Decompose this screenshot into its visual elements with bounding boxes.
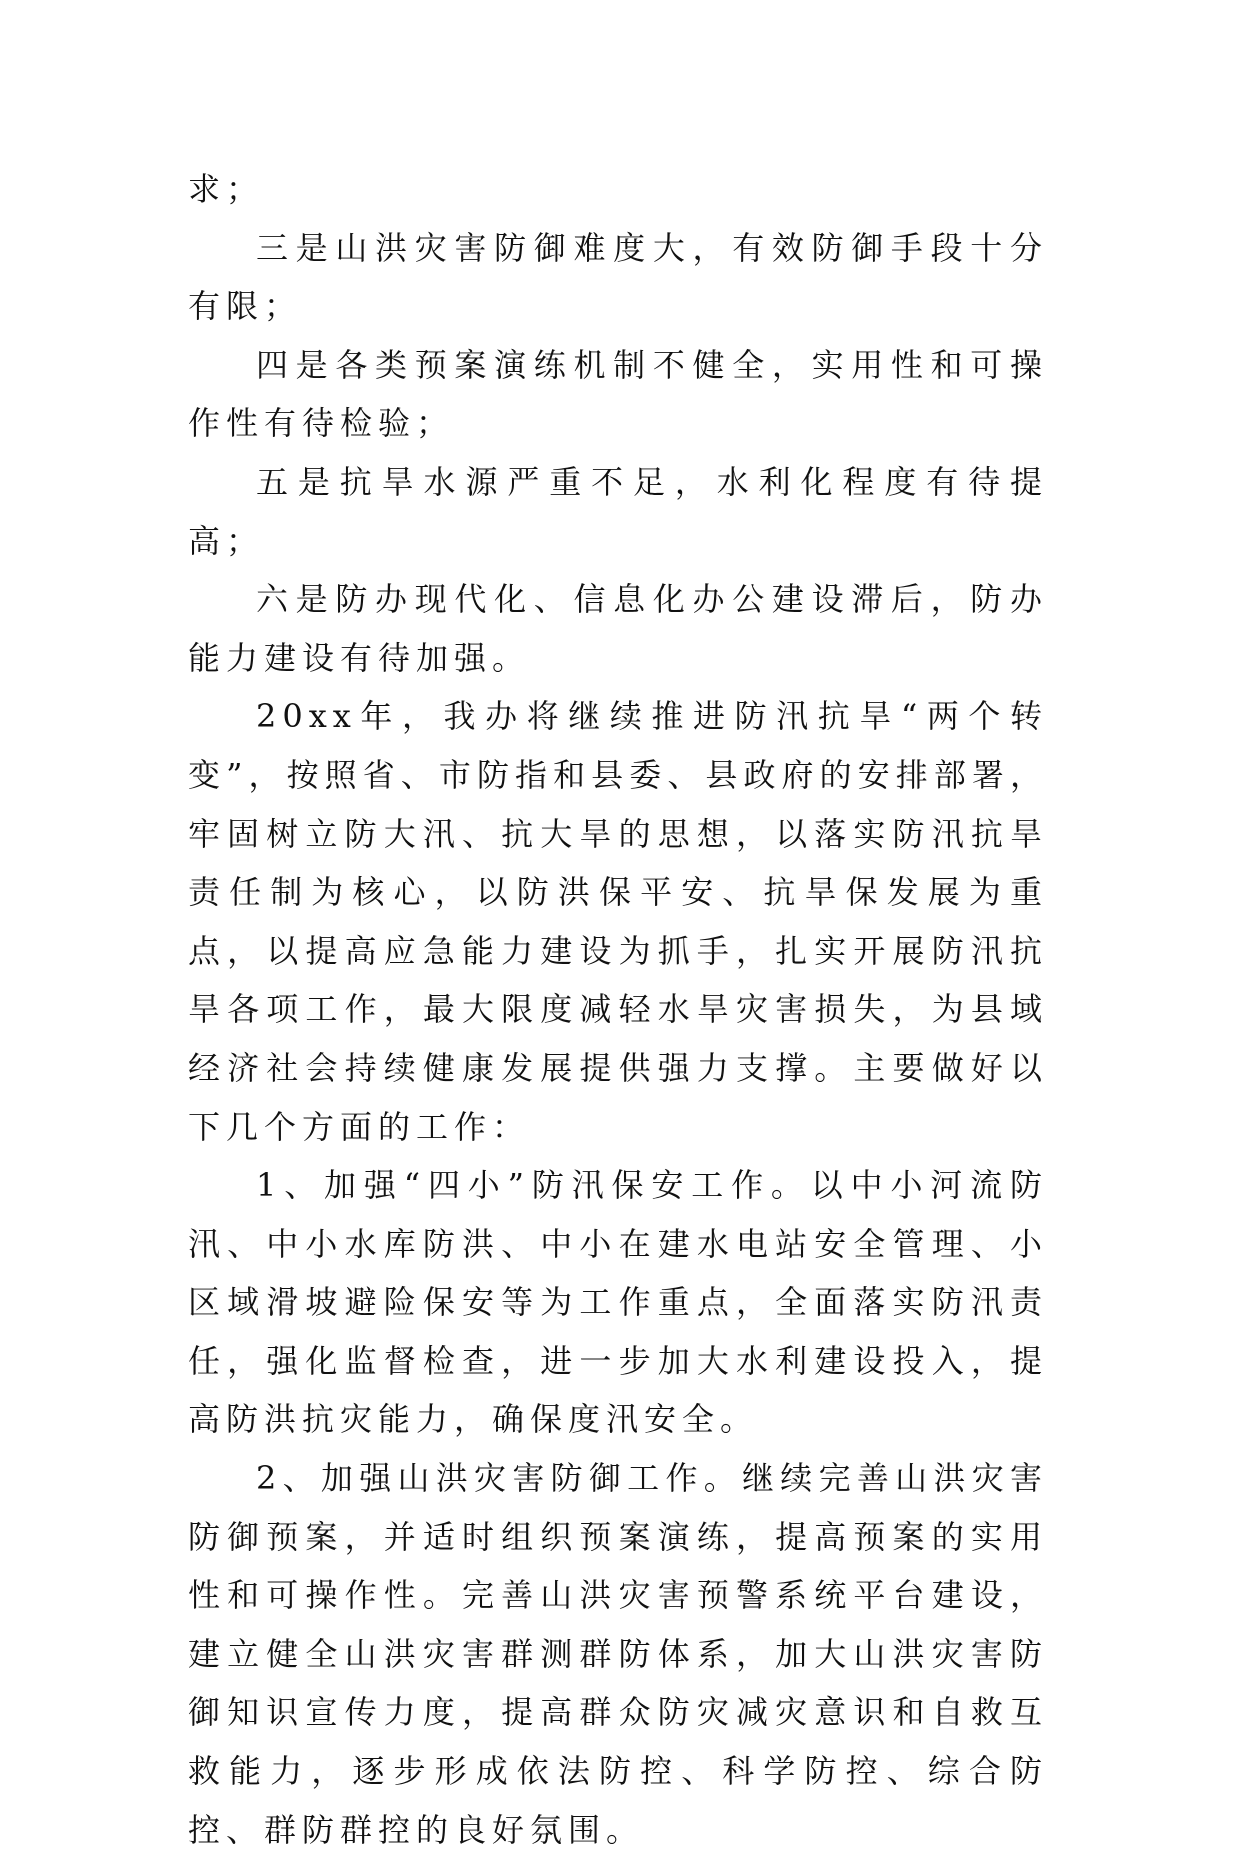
- document-body: [188, 160, 1048, 1859]
- paragraph-item-three: 三是山洪灾害防御难度大，有效防御手段十分有限；: [188, 228, 1048, 326]
- paragraph-task-one: 1、加强“四小”防汛保安工作。以中小河流防汛、中小水库防洪、中小在建水电站安全管理、小区域滑坡避险保安等为工作重点，全面落实防汛责任，强化监督检查，进一步加大水利建设投入，提高防洪抗灾能力，确保度汛安全。: [188, 1166, 1048, 1439]
- paragraph-item-six: 六是防办现代化、信息化办公建设滞后，防办能力建设有待加强。: [188, 580, 1048, 677]
- paragraph-task-two: 2、加强山洪灾害防御工作。继续完善山洪灾害防御预案，并适时组织预案演练，提高预案的实用性和可操作性。完善山洪灾害预警系统平台建设，建立健全山洪灾害群测群防体系，加大山洪灾害防御知识宣传力度，提高群众防灾减灾意识和自救互救能力，逐步形成依法防控、科学防控、综合防控、群防群控的良好氛围。: [188, 1459, 1048, 1849]
- paragraph-item-four: 四是各类预案演练机制不健全，实用性和可操作性有待检验；: [188, 345, 1048, 443]
- paragraph-continuation: 求；: [188, 170, 265, 208]
- paragraph-item-five: 五是抗旱水源严重不足，水利化程度有待提高；: [188, 462, 1048, 560]
- paragraph-plan-intro: 20xx年，我办将继续推进防汛抗旱“两个转变”，按照省、市防指和县委、县政府的安排部署，牢固树立防大汛、抗大旱的思想，以落实防汛抗旱责任制为核心，以防洪保平安、抗旱保发展为重点，以提高应急能力建设为抓手，扎实开展防汛抗旱各项工作，最大限度减轻水旱灾害损失，为县域经济社会持续健康发展提供强力支撑。主要做好以下几个方面的工作：: [188, 697, 1048, 1146]
